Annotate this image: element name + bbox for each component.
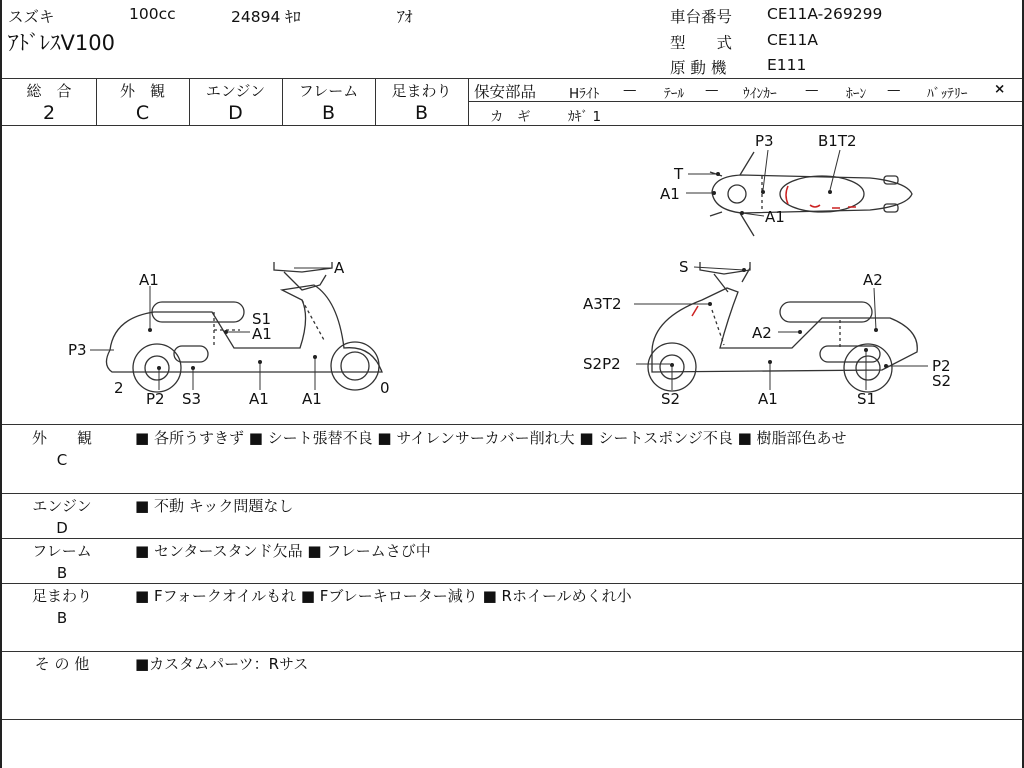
key-value: ｶｷﾞ 1: [568, 109, 602, 125]
divider: [2, 651, 1022, 652]
key-label: カ ギ: [490, 109, 531, 125]
label-left-S3: S3: [182, 390, 202, 408]
safety-label: 保安部品: [474, 83, 537, 101]
winker-status: —: [805, 82, 819, 98]
label-right-S2: S2: [932, 372, 952, 390]
damage-marks: [692, 186, 856, 316]
label-left-A1-bottom: A1: [249, 390, 269, 408]
divider: [2, 538, 1022, 539]
label-right-P2: P2: [932, 357, 951, 375]
label-top-A1-bottom: A1: [765, 208, 785, 226]
label-right-S2-bottom: S2: [661, 390, 681, 408]
label-top-B1T2: B1T2: [818, 132, 857, 150]
leader-lines: [90, 150, 928, 390]
headlight-label: Hﾗｲﾄ: [569, 86, 600, 102]
battery-label: ﾊﾞｯﾃﾘｰ: [927, 86, 968, 102]
divider: [468, 78, 469, 125]
label-left-2: 2: [114, 379, 124, 397]
displacement: 100cc: [129, 5, 176, 23]
label-left-A1-seat: A1: [139, 271, 159, 289]
section-suspension-text: ■ Fフォークオイルもれ ■ Fブレーキローター減り ■ Rホイールめくれ小: [135, 587, 632, 605]
section-exterior-text: ■ 各所うすきず ■ シート張替不良 ■ サイレンサーカバー削れ大 ■ シートスポンジ不良 ■ 樹脂部色あせ: [135, 429, 847, 447]
tail-status: —: [705, 82, 719, 98]
mileage: 24894 ｷﾛ: [231, 8, 301, 26]
section-engine-text: ■ 不動 キック問題なし: [135, 497, 294, 515]
label-right-A2-top: A2: [863, 271, 883, 289]
grade-total-value: 2: [42, 102, 56, 124]
label-left-A: A: [334, 259, 345, 277]
grade-suspension-value: B: [414, 102, 429, 124]
model-name: ｱﾄﾞﾚｽV100: [8, 31, 115, 55]
engine-value: E111: [767, 56, 807, 74]
divider: [2, 78, 1022, 79]
label-right-S1-bottom: S1: [857, 390, 877, 408]
label-left-P3: P3: [68, 341, 87, 359]
divider: [2, 583, 1022, 584]
grade-exterior-value: C: [135, 102, 150, 124]
grade-engine-label: エンジン: [205, 82, 266, 100]
section-exterior-grade: C: [56, 451, 68, 469]
label-right-A1-bottom: A1: [758, 390, 778, 408]
horn-label: ﾎｰﾝ: [846, 86, 867, 102]
label-left-A1-mid: A1: [252, 325, 272, 343]
frame-no-value: CE11A-269299: [767, 5, 883, 23]
label-left-S1: S1: [252, 310, 272, 328]
section-engine-label: エンジン: [32, 497, 92, 515]
section-engine-grade: D: [56, 519, 68, 537]
section-frame-grade: B: [56, 564, 68, 582]
divider: [2, 493, 1022, 494]
top-view-scooter: [710, 152, 912, 236]
label-right-S2P2: S2P2: [583, 355, 621, 373]
section-suspension-grade: B: [56, 609, 68, 627]
section-other-label: そ の 他: [34, 655, 90, 673]
horn-status: —: [887, 82, 901, 98]
engine-label: 原 動 機: [670, 59, 727, 77]
tail-label: ﾃｰﾙ: [664, 86, 685, 102]
headlight-status: —: [623, 82, 637, 98]
type-value: CE11A: [767, 31, 818, 49]
type-label: 型 式: [670, 34, 733, 52]
label-top-A1-left: A1: [660, 185, 680, 203]
section-frame-text: ■ センタースタンド欠品 ■ フレームさび中: [135, 542, 431, 560]
winker-label: ｳｲﾝｶｰ: [743, 86, 777, 102]
section-suspension-label: 足まわり: [31, 587, 92, 605]
battery-status: ×: [994, 81, 1006, 97]
section-exterior-label: 外 観: [31, 429, 92, 447]
grade-total-label: 総 合: [26, 82, 72, 100]
label-right-A2-mid: A2: [752, 324, 772, 342]
frame-no-label: 車台番号: [670, 8, 733, 26]
divider: [2, 424, 1022, 425]
label-top-T: T: [674, 165, 684, 183]
grade-frame-label: フレーム: [298, 82, 359, 100]
grade-engine-value: D: [228, 102, 243, 124]
label-right-S: S: [679, 258, 689, 276]
label-left-P2: P2: [146, 390, 165, 408]
divider: [2, 719, 1022, 720]
label-left-A1-bottom2: A1: [302, 390, 322, 408]
grade-frame-value: B: [321, 102, 336, 124]
grade-exterior-label: 外 観: [119, 82, 165, 100]
maker: スズキ: [8, 8, 55, 26]
label-right-A3T2: A3T2: [583, 295, 622, 313]
label-left-0: 0: [380, 379, 390, 397]
color: ｱｵ: [397, 8, 413, 26]
grade-suspension-label: 足まわり: [391, 82, 452, 100]
damage-diagram: [2, 126, 1022, 424]
section-frame-label: フレーム: [32, 542, 92, 560]
diagram-labels: [68, 132, 951, 408]
section-other-text: ■カスタムパーツ：Rサス: [135, 655, 309, 673]
label-top-P3: P3: [755, 132, 774, 150]
